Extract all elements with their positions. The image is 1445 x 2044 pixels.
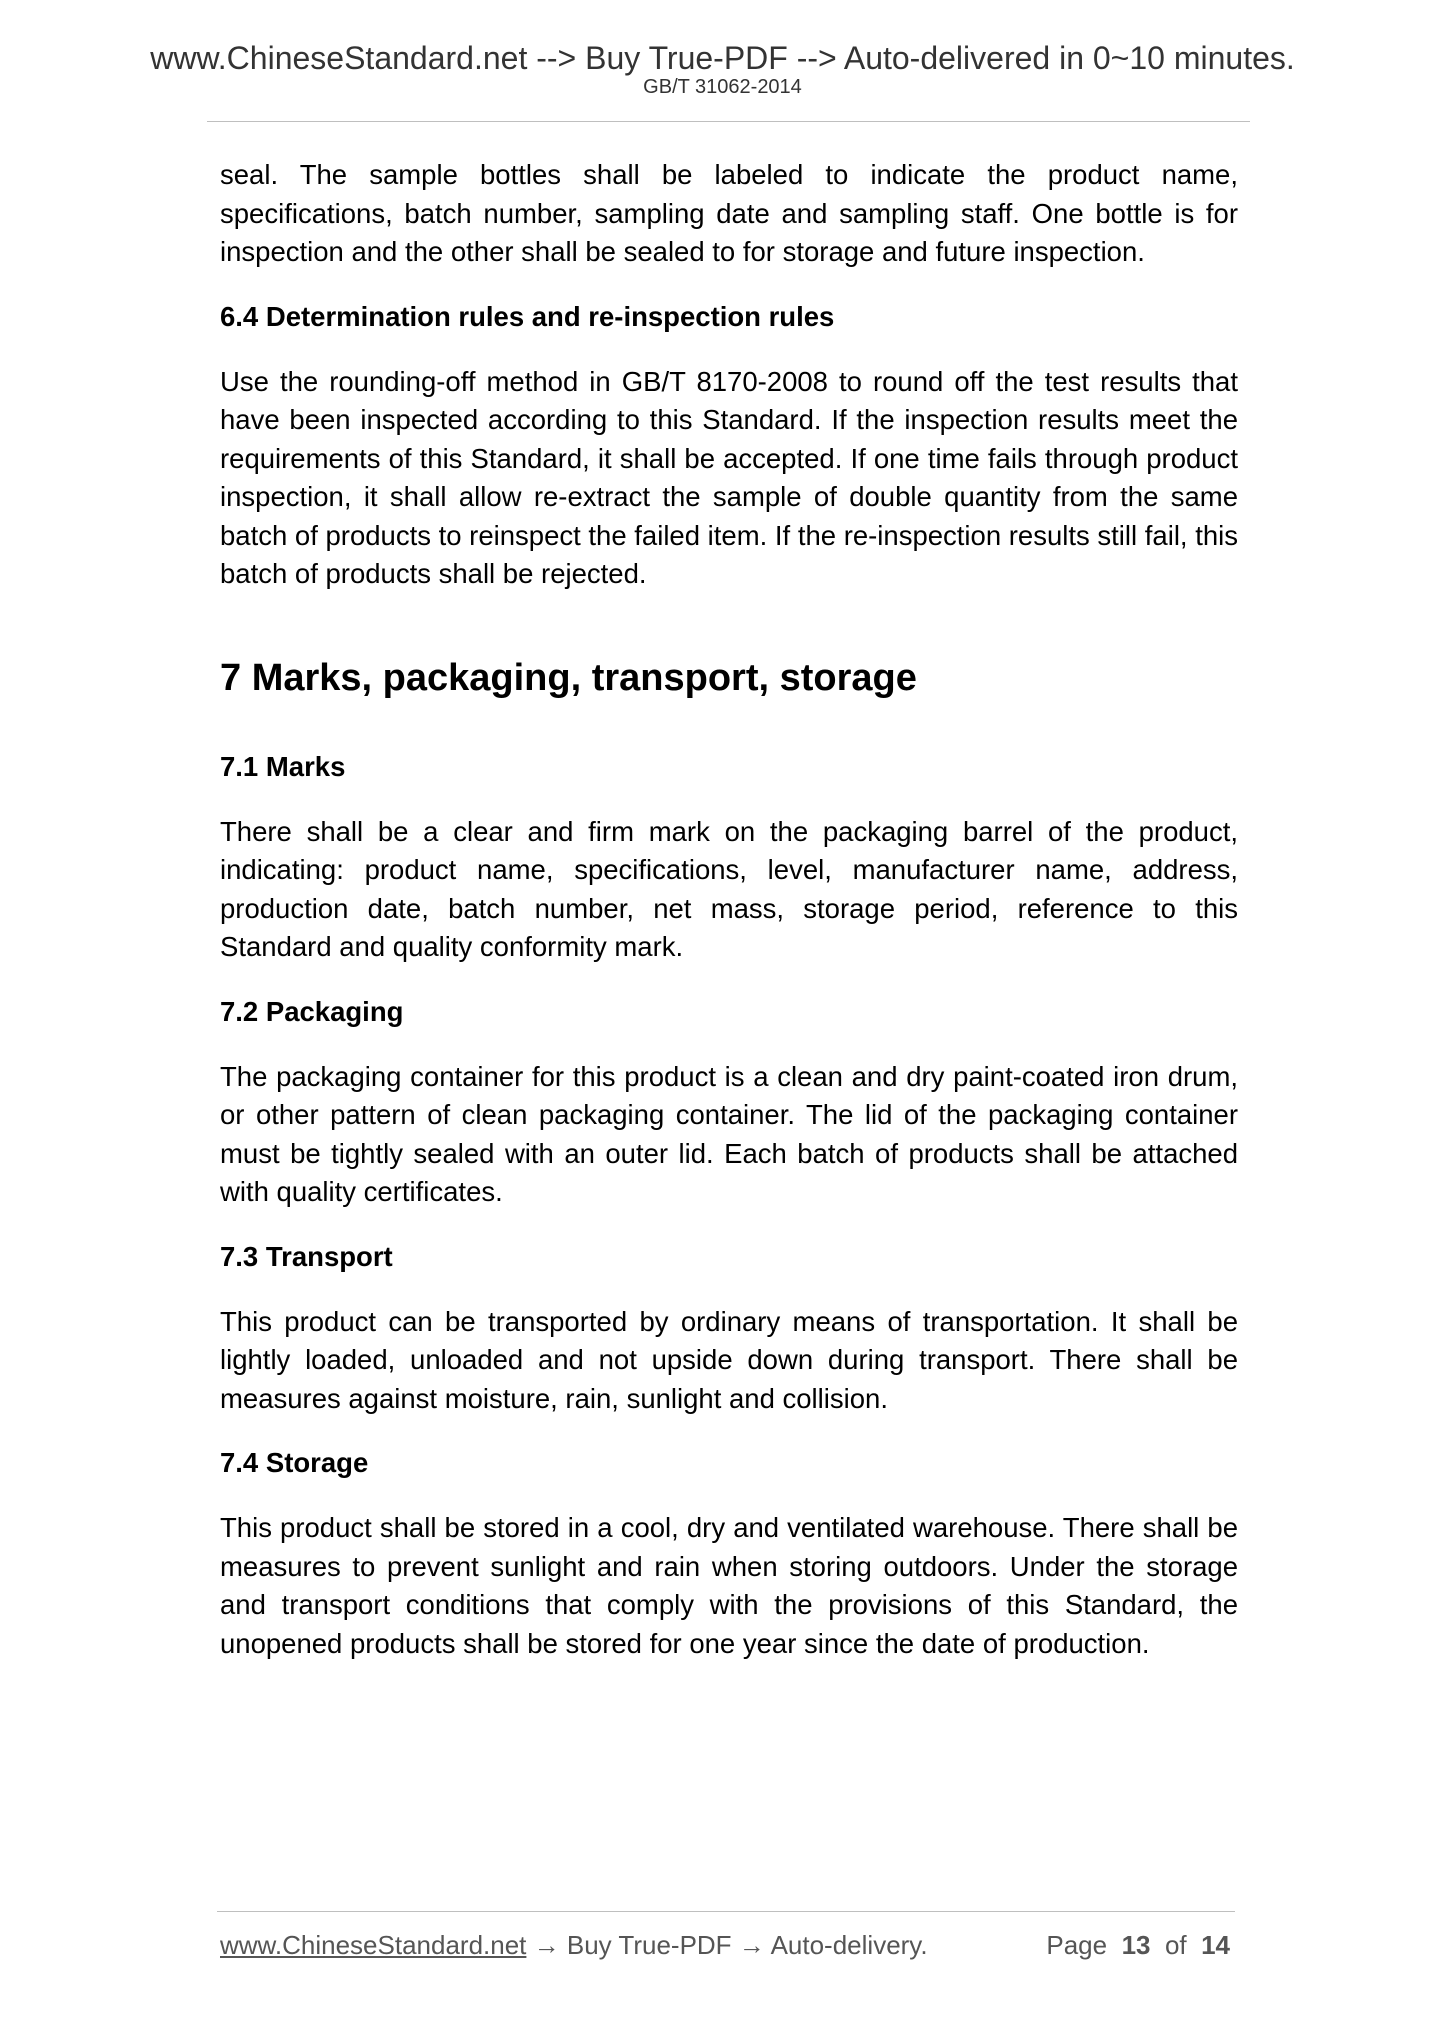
footer-site-link[interactable]: www.ChineseStandard.net xyxy=(220,1930,527,1960)
paragraph-intro: seal. The sample bottles shall be labeled to indicate the product name, specifications, batch number, sampling date and sampling staff. One bottle is for inspection and the other shall be sealed to for storage and future inspection. xyxy=(220,159,1238,267)
footer-left xyxy=(220,1928,928,1962)
heading-7-4: 7.4 Storage xyxy=(220,1447,369,1478)
footer-divider xyxy=(217,1911,1235,1912)
standard-code: GB/T 31062-2014 xyxy=(643,76,802,98)
heading-7-2: 7.2 Packaging xyxy=(220,995,404,1027)
footer-tagline: → Buy True-PDF → Auto-delivery. xyxy=(526,1930,928,1960)
page-footer xyxy=(220,1928,1230,1962)
heading-7-1: 7.1 Marks xyxy=(220,750,346,782)
heading-6-4: 6.4 Determination rules and re-inspection rules xyxy=(220,300,835,332)
paragraph-7-2: The packaging container for this product is a clean and dry paint-coated iron drum, or other pattern of clean packaging container. The lid of the packaging container must be tightly sealed with an outer lid. Each batch of products shall be attached with quality certificates. xyxy=(220,1060,1238,1207)
site-banner: www.ChineseStandard.net --> Buy True-PDF --> Auto-delivered in 0~10 minutes. xyxy=(150,40,1295,76)
paragraph-7-1: There shall be a clear and firm mark on the packaging barrel of the product, indicating: product name, specifications, level, manufacturer name, address, production date, batch number, net mass, storage period, reference to this Standard and quality conformity mark. xyxy=(220,815,1238,962)
total-pages: 14 xyxy=(1201,1930,1230,1960)
page-number: 13 xyxy=(1121,1930,1151,1960)
heading-7-3: 7.3 Transport xyxy=(220,1240,393,1272)
of-label: of xyxy=(1164,1930,1187,1960)
page-indicator xyxy=(1046,1928,1230,1962)
document-body xyxy=(220,156,1238,1663)
header-divider xyxy=(207,121,1250,122)
page-label: Page xyxy=(1046,1930,1108,1960)
paragraph-6-4: Use the rounding-off method in GB/T 8170-2008 to round off the test results that have been inspected according to this Standard. If the inspection results meet the requirements of this Standard, it shall be accepted. If one time fails through product inspection, it shall allow re-extract the sample of double quantity from the same batch of products to reinspect the failed item. If the re-inspection results still fail, this batch of products shall be rejected. xyxy=(220,365,1238,589)
heading-7: 7 Marks, packaging, transport, storage xyxy=(220,656,917,699)
paragraph-7-4: This product shall be stored in a cool, dry and ventilated warehouse. There shall be measures to prevent sunlight and rain when storing outdoors. Under the storage and transport conditions that comply with the provisions of this Standard, the unopened products shall be stored for one year since the date of production. xyxy=(220,1512,1238,1659)
paragraph-7-3: This product can be transported by ordinary means of transportation. It shall be lightly loaded, unloaded and not upside down during transport. There shall be measures against moisture, rain, sunlight and collision. xyxy=(220,1305,1238,1414)
